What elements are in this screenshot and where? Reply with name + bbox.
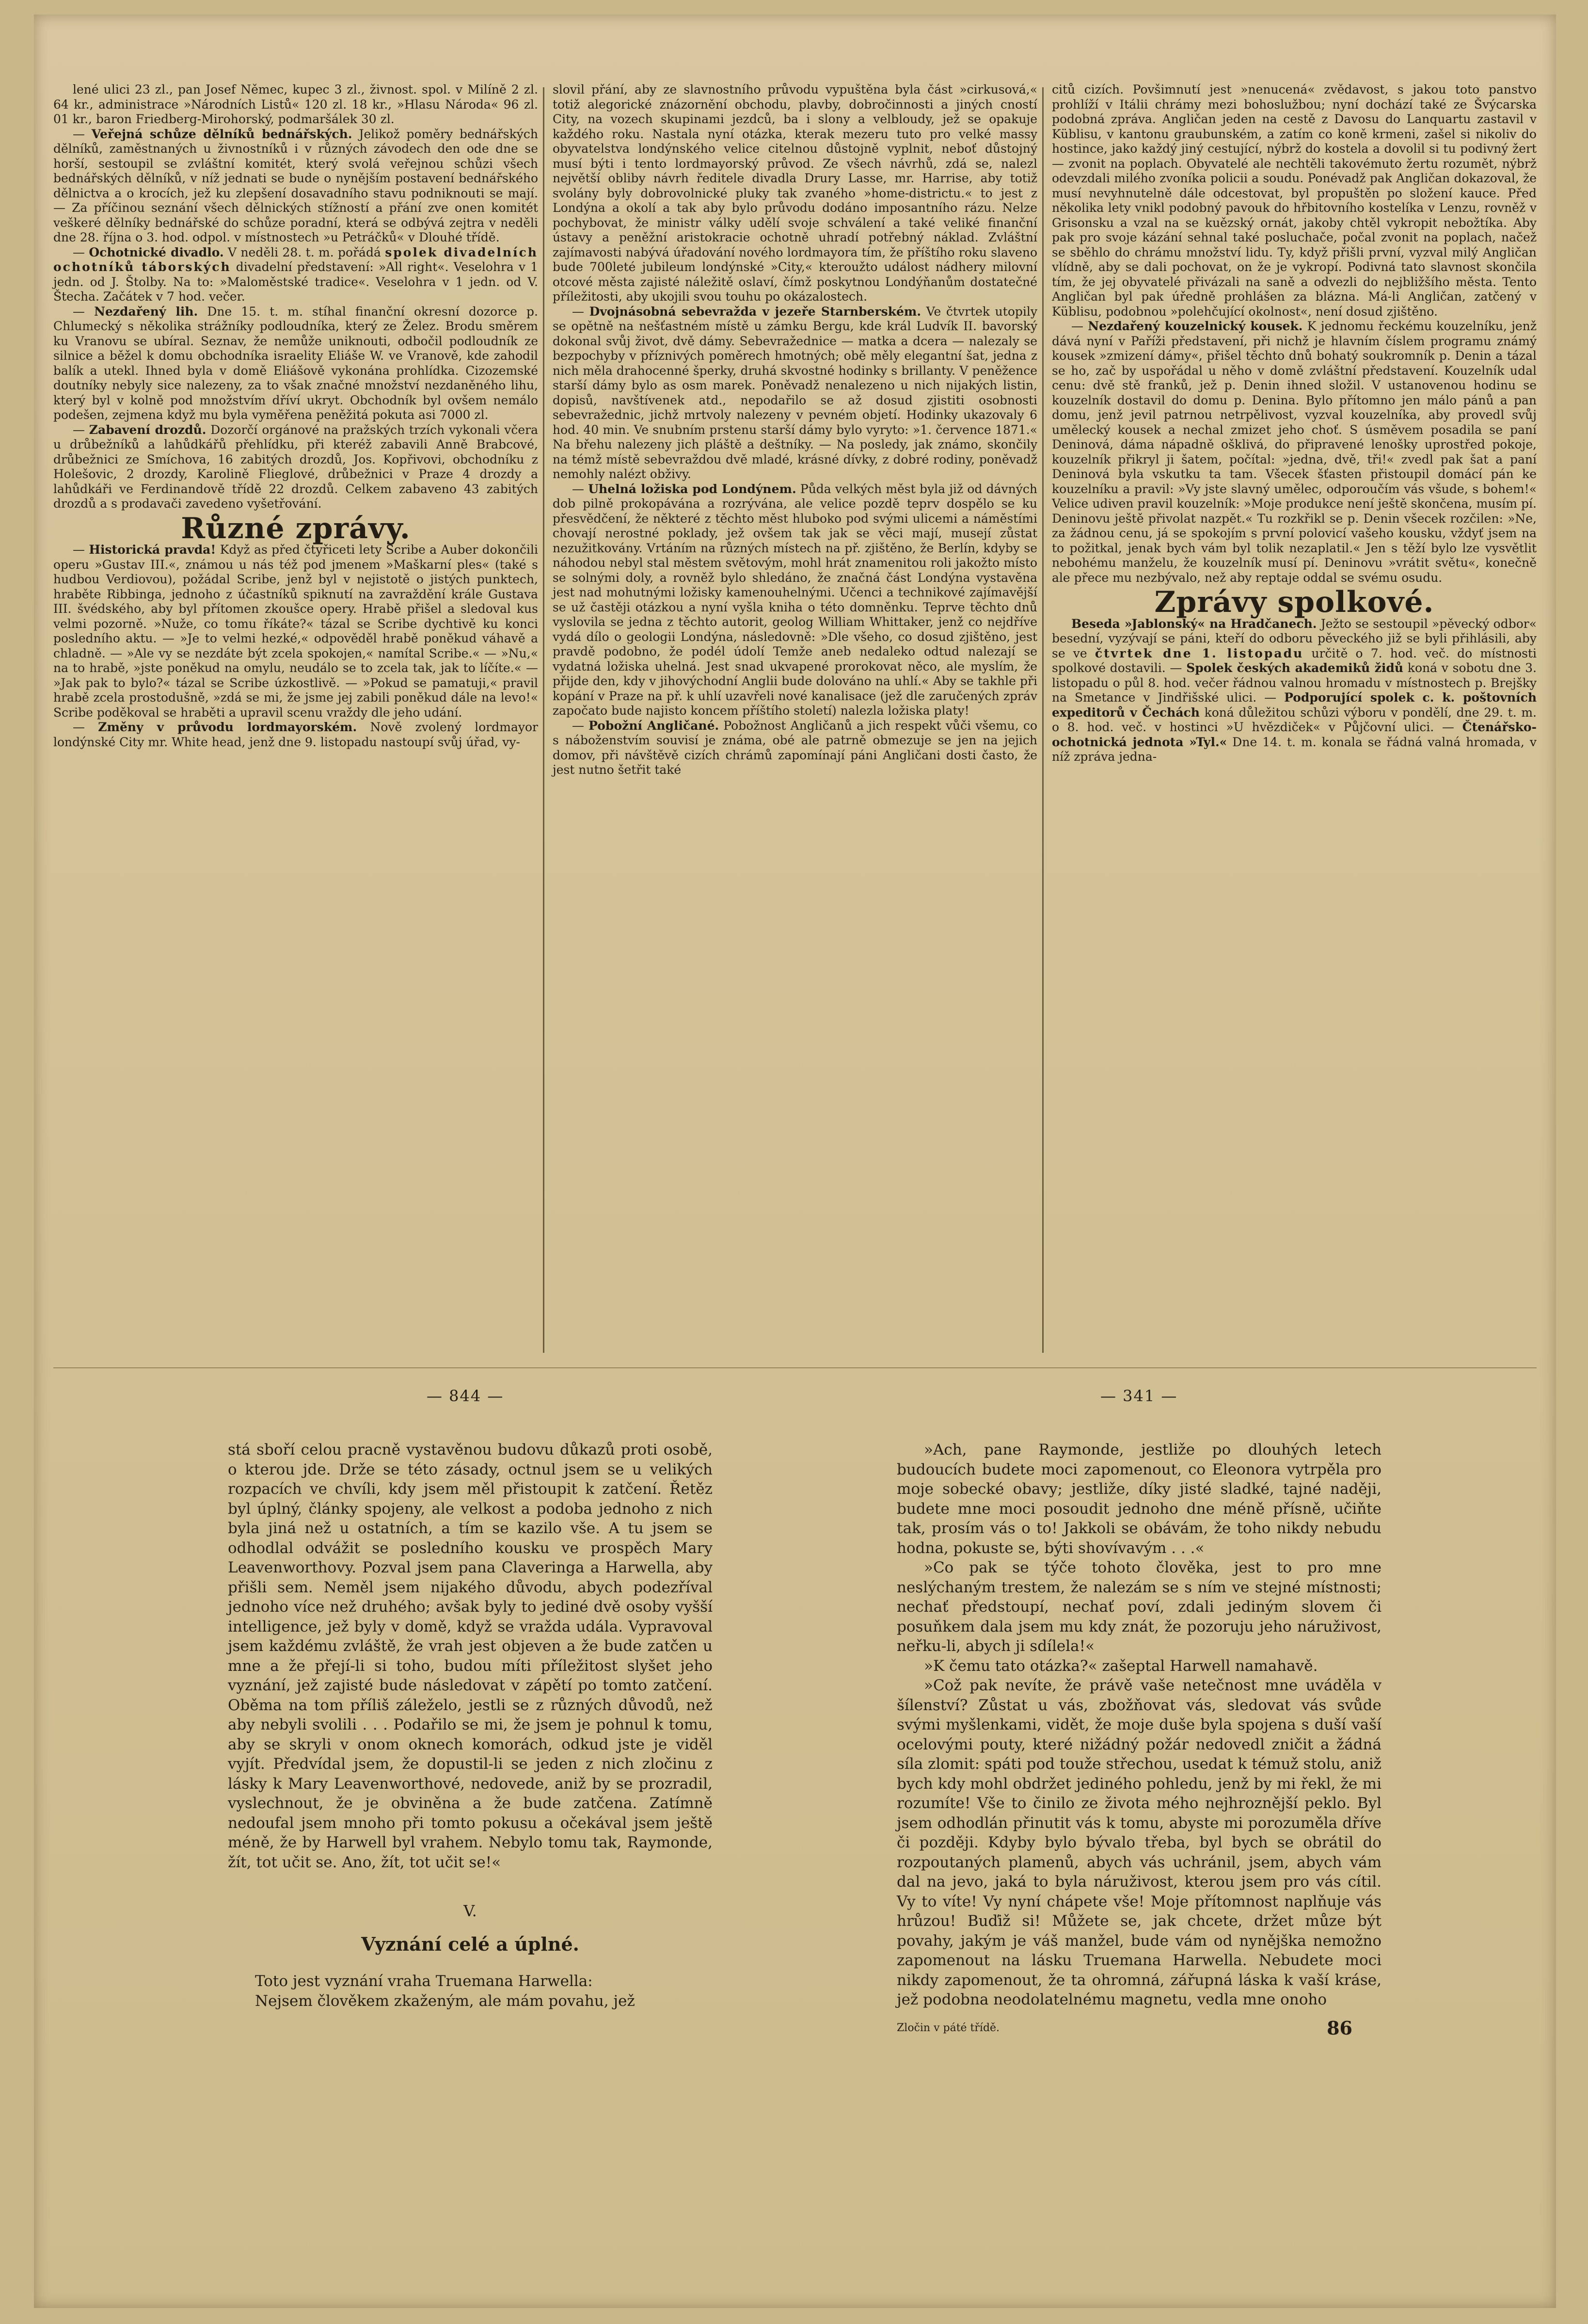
article-heading: Nezdařený lih. bbox=[94, 304, 198, 319]
section-heading: Zprávy spolkové. bbox=[1154, 585, 1434, 619]
article-heading: Změny v průvodu lordmayorském. bbox=[98, 720, 357, 734]
paragraph: stá sboří celou pracně vystavěnou budovu důkazů proti osobě, o kterou jde. Drže se této zásady, octnul jsem se u velikých rozpacích ve chvíli, kdy jsem měl přistoupit k zatčení. Řetěz byl úplný, články spojeny, ale velkost a podoba jednoho z nich byla jiná než u ostatních, a tím se kazilo vše. A tu jsem se odhodlal odvážit se posledního kousku ve prospěch Mary Leavenworthovy. Pozval jsem pana Claveringa a Harwella, aby přišli sem. Neměl jsem nijakého důvodu, abych podezříval jednoho více než druhého; avšak byly to jediné dvě osoby vyšší intelligence, jež byly v domě, když se vražda udála. Vypravoval jsem každému zvláště, že vrah jest objeven a že bude zatčen u mne a že přejí-li si toho, budou míti příležitost slyšet jeho vyznání, jež zajisté bude následovat v zápětí po tomto zatčení. Oběma na tom příliš záleželo, jestli se z různých důvodů, než aby nebyli svolili . . . Podařilo se mi, že jsem je pohnul k tomu, aby se skryli v onom oknech komorách, odkud jste je viděl vyjít. Předvídal jsem, že dopustil-li se jeden z nich zločinu z lásky k Mary Leavenworthové, nedovede, aniž by se prozradil, vyslechnout, že je obviněna a že bude zatčena. Zatímně nedoufal jsem mnoho při tomto pokusu a očekával jsem ještě méně, že by Harwell byl vrahem. Nebylo tomu tak, Raymonde, žít, tot učit se. Ano, žít, tot učit se!« bbox=[228, 1441, 713, 1871]
article-body: koná důležitou schůzi výboru v pondělí, dne 29. t. m. o 8. hod. več. v hostinci »U hvězdiček« v Půjčovní ulici. — bbox=[1052, 705, 1537, 734]
section-heading: Různé zprávy. bbox=[181, 511, 411, 545]
article-body: K jednomu řeckému kouzelníku, jenž dává nyní v Paříži představení, při nichž je hlavním číslem programu známý kousek »zmizení dámy«, přišel těchto dnů bohatý soukromník p. Denin a tázal se ho, zač by uspořádal u něho v domě zvláštní představení. Kouzelník udal cenu: dvě stě franků, jež p. Denin ihned složil. V ustanovenou hodinu se kouzelník dostavil do domu p. Denina. Bylo přítomno jen málo pánů a pan domu, jenž jevil patrnou netrpělivost, vyzval kouzelníka, aby provedl svůj umělecký kousek a nechal zmizet jeho choť. S úsměvem posadila se paní Deninová, dáma nápadně ošklivá, do připravené lenošky uprostřed pokoje, kouzelník přikryl ji šatem, počítal: »jedna, dvě, tři!« zvedl pak šat a paní Deninová byla vskutku ta tam. Všecek šťasten přistoupil domácí pán ke kouzelníku a pravil: »Vy jste slavný umělec, odporoučím vás všude, s bohem!« Velice udiven pravil kouzelník: »Moje produkce není ještě skončena, musím pí. Deninovu ještě přivolat nazpět.« Tu rozkřikl se p. Denin všecek rozčilen: »Ne, za žádnou cenu, já se spokojím s první polovicí vašeho kousku, vždyť jsem na to požitkal, jenak bych vám byl tolik nezaplatil.« Jen s těží bylo lze vysvětlit nebohému manželu, že kouzelník musí pí. Deninovu »vrátit světu«, konečně ale přece mu nezbývalo, než aby reptaje oddal se svému osudu. bbox=[1052, 319, 1537, 585]
article bbox=[1052, 617, 1537, 765]
article-heading: Pobožní Angličané. bbox=[588, 718, 719, 733]
article-body: Nově zvolený lordmayor londýnské City mr. White head, jenž dne 9. listopadu nastoupí svůj úřad, vy- bbox=[53, 720, 538, 749]
column-rule bbox=[543, 87, 544, 1353]
article: — Nezdařený lih. Dne 15. t. m. stíhal finanční okresní dozorce p. Chlumecký s několika strážníky podloudníka, který ze Želez. Brodu směrem ku Vranovu se ubíral. Seznav, že nemůže uniknouti, odbočil podloudník ze silnice a běžel k domu obchodníka israelity Eliáše W. ve Vranově, kde zahodil balík a utekl. Ihned byla v domě Eliášově vykonána prohlídka. Cizozemské doutníky nebyly sice nalezeny, za to však značné množství nezdaněného lihu, který byl v kolně pod množstvím dříví ukryt. Obchodník byl ovšem nemálo podešen, zejmena když mu byla vyměřena peněžitá pokuta asi 7000 zl. bbox=[53, 304, 538, 422]
article-heading: Dvojnásobná sebevražda v jezeře Starnberském. bbox=[589, 304, 921, 319]
article-heading: Historická pravda! bbox=[89, 543, 216, 557]
article-heading: Ochotnické divadlo. bbox=[89, 245, 224, 259]
article: — Uhelná ložiska pod Londýnem. Půda velkých měst byla již od dávných dob pilně prokopávána a rozrývána, ale velice pozdě teprv dospělo se ku přesvědčení, že některé z těchto měst hluboko pod svými ulicemi a náměstími chovají nerostné poklady, jež ovšem tak jak se věci mají, musejí zůstat nezužitkovány. Vrtáním na různých místech na př. zjištěno, že Berlín, kdyby se náhodou nebyl stal městem světovým, mohl hrát znamenitou roli jakožto místo se solnými doly, a rovněž bylo shledáno, že značná část Londýna vystavěna jest nad mohutnými ložisky kamenouhelnými. Učenci a technikové zajímavější se už častěji otázkou a nyní vyšla kniha o této domněnku. Teprve těchto dnů vyslovila se jedna z těchto autorit, geolog William Whittaker, jenž co nejdříve vydá dílo o geologii Londýna, následovně: »Dle všeho, co dosud zjištěno, jest pravdě podobno, že podél údolí Temže aneb nedaleko odtud nalezají se vydatná ložiska uhelná. Jest snad ukvapené prorokovat něco, ale myslím, že přijde den, kdy v jihovýchodní Anglii bude dolováno na uhlí.« Aby se takhle při kopání v Praze na př. k uhlí uzavřeli nové kanalisace (jež dle zaručených zpráv započato bude najisto koncem příštího století) nalezla ložiska platy! bbox=[553, 481, 1037, 718]
newspaper-page bbox=[34, 15, 1556, 2308]
article-body: koná v sobotu dne 3. listopadu o půl 8. hod. večer řádnou valnou hromadu v místnostech p. Brejšky na Smetance v Jindřišské ulici. — bbox=[1052, 661, 1537, 705]
paragraph: Nejsem člověkem zkaženým, ale mám povahu, jež bbox=[255, 1992, 635, 2010]
novel-page-left bbox=[228, 1440, 713, 2011]
article-body: divadelní představení: »All right«. Veselohra v 1 jedn. od J. Štolby. Na to: »Maloměstské tradice«. Veselohra v 1 jedn. od V. Štecha. Začátek v 7 hod. večer. bbox=[53, 260, 538, 304]
article-heading: Uhelná ložiska pod Londýnem. bbox=[588, 481, 796, 496]
article: — Změny v průvodu lordmayorském. Nově zvolený lordmayor londýnské City mr. White head, jenž dne 9. listopadu nastoupí svůj úřad, vy- bbox=[53, 720, 538, 749]
article: — Historická pravda! Když as před čtyřiceti lety Scribe a Auber dokončili operu »Gustav III.«, známou u nás též pod jmenem »Maškarní ples« (také s hudbou Verdiovou), požádal Scribe, jenž byl v nejistotě o jistých punktech, hraběte Ribbinga, jednoho z účastníků spiknutí na zavraždění krále Gustava III. švédského, aby byl přítomen zkoušce opery. Hrabě přišel a sledoval kus velmi pozorně. »Nuže, co tomu říkáte?« tázal se Scribe dychtivě ku konci posledního aktu. — »Je to velmi hezké,« odpověděl hrabě poněkud váhavě a chladně. — »Ale vy se nezdáte být zcela spokojen,« namítal Scribe.« — »Nu,« na to hrabě, »jste poněkud na omylu, neudálo se to zcela tak, jak to líčíte.« — »Jak pak to bylo?« tázal se Scribe úzkostlivě. — »Pokud se pamatuji,« pravil hrabě zcela prostodušně, »zdá se mi, že jsme jej zabili poněkud dále na levo!« Scribe poděkoval se hraběti a upravil scenu vraždy dle jeho udání. bbox=[53, 543, 539, 720]
emphasis: spolek divadelních ochotníků táborských bbox=[53, 245, 538, 274]
article-body: Půda velkých měst byla již od dávných dob pilně prokopávána a rozrývána, ale velice pozdě teprv dospělo se ku přesvědčení, že některé z těchto měst hluboko pod svými ulicemi a náměstími chovají nerostné poklady, jež ovšem tak jak se věci mají, musejí zůstat nezužitkovány. Vrtáním na různých místech na př. zjištěno, že Berlín, kdyby se náhodou nebyl stal městem světovým, mohl hrát znamenitou roli jakožto místo se solnými doly, a rovněž bylo shledáno, že značná část Londýna vystavěna jest nad mohutnými ložisky kamenouhelnými. Učenci a technikové zajímavější se už častěji otázkou a nyní vyšla kniha o této domněnku. Teprve těchto dnů vyslovila se jedna z těchto autorit, geolog William Whittaker, jenž co nejdříve vydá dílo o geologii Londýna, následovně: »Dle všeho, co dosud zjištěno, jest pravdě podobno, že podél údolí Temže aneb nedaleko odtud nalezají se vydatná ložiska uhelná. Jest snad ukvapené prorokovat něco, ale myslím, že přijde den, kdy v jihovýchodní Anglii bude dolováno na uhlí.« Aby se takhle při kopání v Praze na př. k uhlí uzavřeli nové kanalisace (jež dle zaručených zpráv započato bude najisto koncem příštího století) nalezla ložiska platy! bbox=[553, 481, 1037, 718]
paragraph: lené ulici 23 zl., pan Josef Němec, kupec 3 zl., živnost. spol. v Milíně 2 zl. 64 kr., administrace »Národních Listů« 120 zl. 18 kr., »Hlasu Národa« 96 zl. 01 kr., baron Friedberg-Mirohorský, podmaršálek 30 zl. bbox=[53, 82, 538, 126]
signature-number: 86 bbox=[1327, 2017, 1352, 2039]
article: — Zabavení drozdů. Dozorčí orgánové na pražských trzích vykonali včera u drůbežníků a lahůdkářů přehlídku, při kteréž zabavili Anně Brabcové, drůbežnici ze Smíchova, 16 zabitých drozdů, Jos. Kopřivovi, obchodníku z Holešovic, 2 drozdy, Karolině Flieglové, drůbežnici v Praze 4 drozdy a lahůdkáři ve Ferdinandově třídě 22 drozdů. Celkem zabaveno 43 zabitých drozdů a s prodavači zavedeno vyšetřování. bbox=[53, 422, 538, 511]
article-body: Dne 14. t. m. konala se řádná valná hromada, v níž zpráva jedna- bbox=[1052, 735, 1537, 764]
divider bbox=[53, 1367, 1537, 1368]
footer-title: Zločin v páté třídě. bbox=[897, 2021, 1000, 2034]
page-number-right: — 341 — bbox=[1100, 1387, 1178, 1405]
article-body: Když as před čtyřiceti lety Scribe a Auber dokončili operu »Gustav III.«, známou u nás též pod jmenem »Maškarní ples« (také s hudbou Verdiovou), požádal Scribe, jenž byl v nejistotě o jistých punktech, hraběte Ribbinga, jednoho z účastníků spiknutí na zavraždění krále Gustava III. švédského, aby byl přítomen zkoušce opery. Hrabě přišel a sledoval kus velmi pozorně. »Nuže, co tomu říkáte?« tázal se Scribe dychtivě ku konci posledního aktu. — »Je to velmi hezké,« odpověděl hrabě poněkud váhavě a chladně. — »Ale vy se nezdáte být zcela spokojen,« namítal Scribe.« — »Nu,« na to hrabě, »jste poněkud na omylu, neudálo se to zcela tak, jak to líčíte.« — »Jak pak to bylo?« tázal se Scribe úzkostlivě. — »Pokud se pamatuji,« pravil hrabě zcela prostodušně, »zdá se mi, že jsme jej zabili poněkud dále na levo!« Scribe poděkoval se hraběti a upravil scenu vraždy dle jeho udání. bbox=[53, 543, 539, 720]
paragraph: »Což pak nevíte, že právě vaše netečnost mne uváděla v šílenství? Zůstat u vás, zbožňovat vás, sledovat vás svůde svými myšlenkami, vidět, že moje duše byla spojena s duší vaší ocelovými pouty, které nižádný požár nedovedl zničit a žádná síla zlomit: spáti pod touže střechou, usedat k témuž stolu, aniž bych kdy mohl obdržet jediného pohledu, jenž by mi řekl, že mi rozumíte! Vše to činilo ze života mého nejhroznější peklo. Byl jsem odhodlán přinutit vás k tomu, abyste mi porozuměla dříve či později. Kdyby bylo bývalo třeba, byl bych se obrátil do rozpoutaných plamenů, abych vás uchránil, jsem, abych vám dal na jevo, jaká to byla náruživost, kterou jsem pro vás cítil. Vy to víte! Vy nyní chápete vše! Moje přítomnost naplňuje vás hrůzou! Buďiž si! Můžete se, jak chcete, držet můze být povahy, jakým je váš manžel, bude vám od nynějška nemožno zapomenout na lásku Truemana Harwella. Nebudete moci nikdy zapomenout, že ta ohromná, zářupná láska k vaší kráse, jež podobna neodolatelnému magnetu, vedla mne onoho bbox=[897, 1677, 1382, 2008]
article-heading: Zabavení drozdů. bbox=[89, 422, 206, 437]
article-body: určitě o 7. hod. več. do místnosti spolkové dostavili. — bbox=[1052, 646, 1537, 675]
novel-page-right bbox=[897, 1440, 1382, 2038]
article-heading: Podporující spolek c. k. poštovních expeditorů v Čechách bbox=[1052, 690, 1537, 720]
paragraph: »Co pak se týče tohoto člověka, jest to pro mne neslýchaným trestem, že nalezám se s ním ve stejné místnosti; nechať předstoupí, nechať poví, zdali jediným slovem či posuňkem dala jsem mu kdy znát, že pozoruju jeho náruživost, neřku-li, abych ji sdílela!« bbox=[897, 1559, 1382, 1655]
article-body: V neděli 28. t. m. pořádá bbox=[228, 245, 381, 259]
paragraph: »K čemu tato otázka?« zašeptal Harwell namahavě. bbox=[924, 1657, 1318, 1675]
paragraph: »Ach, pane Raymonde, jestliže po dlouhých letech budoucích budete moci zapomenout, co Eleonora vytrpěla pro moje sobecké obavy; jestliže, díky jisté sladké, tajné naději, budete mne moci posoudit jednoho dne méně přísně, učiňte tak, prosím vás o to! Jakkoli se obávám, že toho nikdy nebudu hodna, pokuste se, býti shovívavým . . .« bbox=[897, 1441, 1382, 1557]
article: — Nezdařený kouzelnický kousek. K jednomu řeckému kouzelníku, jenž dává nyní v Paříži představení, při nichž je hlavním číslem programu známý kousek »zmizení dámy«, přišel těchto dnů bohatý soukromník p. Denin a tázal se ho, zač by uspořádal u něho v domě zvláštní představení. Kouzelník udal cenu: dvě stě franků, jež p. Denin ihned složil. V ustanovenou hodinu se kouzelník dostavil do domu p. Denina. Bylo přítomno jen málo pánů a pan domu, jenž jevil patrnou netrpělivost, vyzval kouzelníka, aby provedl svůj umělecký kousek a nechal zmizet jeho choť. S úsměvem posadila se paní Deninová, dáma nápadně ošklivá, do připravené lenošky uprostřed pokoje, kouzelník přikryl ji šatem, počítal: »jedna, dvě, tři!« zvedl pak šat a paní Deninová byla vskutku ta tam. Všecek šťasten přistoupil domácí pán ke kouzelníku a pravil: »Vy jste slavný umělec, odporoučím vás všude, s bohem!« Velice udiven pravil kouzelník: »Moje produkce není ještě skončena, musím pí. Deninovu ještě přivolat nazpět.« Tu rozkřikl se p. Denin všecek rozčilen: »Ne, za žádnou cenu, já se spokojím s první polovicí vašeho kousku, vždyť jsem na to požitkal, jenak bych vám byl tolik nezaplatil.« Jen s těží bylo lze vysvětlit nebohému manželu, že kouzelník musí pí. Deninovu »vrátit světu«, konečně ale přece mu nezbývalo, než aby reptaje oddal se svému osudu. bbox=[1052, 319, 1537, 585]
article: — Dvojnásobná sebevražda v jezeře Starnberském. Ve čtvrtek utopily se opětně na nešťastném místě u zámku Bergu, kde král Ludvík II. bavorský dokonal svůj život, dvě dámy. Sebevražednice — matka a dcera — nalezaly se bezpochyby v příznivých poměrech hmotných; obě měly elegantní šat, jedna z nich měla drahocenné šperky, druhá skvostné hodinky s brillanty. V peněžence starší dámy bylo as osm marek. Poněvadž nenalezeno u nich nijakých listin, dopisů, navštívenek atd., nepodařilo se až dosud zjistiti osobnosti sebevražednic, jichž mrtvoly nalezeny v pevném objetí. Hodinky ukazovaly 6 hod. 40 min. Ve snubním prstenu starší dámy bylo vyryto: »1. července 1871.« Na břehu nalezeny jich pláště a deštníky. — Na posledy, jak známo, skončily na témž místě sebevraždou dvě mladé, krásné dívky, z dobré rodiny, poněvadž nemohly nalézt obživy. bbox=[553, 304, 1037, 481]
column-1 bbox=[53, 82, 538, 750]
article-body: Ve čtvrtek utopily se opětně na nešťastném místě u zámku Bergu, kde král Ludvík II. bavorský dokonal svůj život, dvě dámy. Sebevražednice — matka a dcera — nalezaly se bezpochyby v příznivých poměrech hmotných; obě měly elegantní šat, jedna z nich měla drahocenné šperky, druhá skvostné hodinky s brillanty. V peněžence starší dámy bylo as osm marek. Poněvadž nenalezeno u nich nijakých listin, dopisů, navštívenek atd., nepodařilo se až dosud zjistiti osobnosti sebevražednic, jichž mrtvoly nalezeny v pevném objetí. Hodinky ukazovaly 6 hod. 40 min. Ve snubním prstenu starší dámy bylo vyryto: »1. července 1871.« Na břehu nalezeny jich pláště a deštníky. — Na posledy, jak známo, skončily na témž místě sebevraždou dvě mladé, krásné dívky, z dobré rodiny, poněvadž nemohly nalézt obživy. bbox=[553, 304, 1037, 481]
emphasis: čtvrtek dne 1. listopadu bbox=[1095, 646, 1304, 660]
paragraph: slovil přání, aby ze slavnostního průvodu vypuštěna byla část »cirkusová,« totiž alegorické znázornění obchodu, plavby, dobročinnosti a jiných cností City, na vozech skupinami jezdců, ba i slony a velbloudy, jež se opakuje každého roku. Nastala nyní otázka, kterak mezeru tuto pro velké massy obyvatelstva londýnského velice citelnou důstojně vyplnit, neboť důstojný musí býti i tento lordmayorský průvod. Ze všech návrhů, zdá se, nalezl největší obliby návrh ředitele divadla Drury Lasse, mr. Harrise, aby totiž svolány byly dobrovolnické pluky tak zvaného »home-districtu.« to jest z Londýna a okolí a tak aby bylo průvodu dodáno imposantního rázu. Nelze pochybovat, že ministr války udělí svoje schválení a také veliké finanční ústavy a peněžní aristokracie ochotně uhradí potřebný náklad. Zvláštní zajímavosti nabývá úřadování nového lordmayora tím, že příštího roku slaveno bude 700leté jubileum londýnské »City,« kteroužto událost nádhery milovní otcové města zajisté náležitě oslaví, čímž poskytnou Londýňanům dostatečné příležitosti, aby ukojili svou touhu po okázalostech. bbox=[553, 82, 1037, 304]
article-heading: Čtenářsko-ochotnická jednota »Tyl.« bbox=[1052, 720, 1537, 749]
chapter-title: Vyznání celé a úplné. bbox=[361, 1933, 579, 1955]
article-body: Jelikož poměry bednářských dělníků, zaměstnaných u živnostníků i v různých závodech den ode dne se horší, sestoupil se zvláštní komitét, který svolá veřejnou schůzi všech bednářských dělníků, v níž jednati se bude o nynějším postavení bednářského dělnictva a o krocích, jež ku zlepšení dosavadního stavu podniknouti se mají. — Za příčinou seznání všech dělnických stížností a přání zve onen komitét veškeré dělníky bednářské do schůze poradní, která se odbývá zejtra v neděli dne 28. října o 3. hod. odpol. v místnostech »u Petráčků« v Dlouhé třídě. bbox=[53, 127, 538, 244]
article: — Ochotnické divadlo. V neděli 28. t. m. pořádá spolek divadelních ochotníků táborských divadelní představení: »All right«. Veselohra v 1 jedn. od J. Štolby. Na to: »Maloměstské tradice«. Veselohra v 1 jedn. od V. Štecha. Začátek v 7 hod. večer. bbox=[53, 245, 538, 304]
column-3 bbox=[1052, 82, 1537, 765]
column-rule bbox=[1042, 87, 1044, 1353]
article-body: Ježto se sestoupil »pěvecký odbor« besední, vyzývají se páni, kteří do odboru pěveckého již se byli přihlásili, aby se ve bbox=[1052, 616, 1537, 660]
article-heading: Veřejná schůze dělníků bednářských. bbox=[91, 127, 352, 141]
page-number-left: — 844 — bbox=[427, 1387, 504, 1405]
paragraph: citů cizích. Povšimnutí jest »nenucená« zvědavost, s jakou toto panstvo prohlíží v Itálii chrámy mezi bohoslužbou; nyní dochází také ze Švýcarska podobná zpráva. Angličan jeden na cestě z Davosu do Lanquartu zastavil v Küblisu, v kantonu graubunském, a zatím co koně krmeni, zašel si nikoliv do hostince, jako každý jiný cestující, nýbrž do kostela a dovolil si tu podivný žert — zvonit na poplach. Obyvatelé ale nechtěli takovémuto žertu rozumět, nýbrž odevzdali milého zvoníka policii a soudu. Ponévadž pak Angličan dokazoval, že musí nevyhnutelně dále odcestovat, byl propuštěn po složení kauce. Před několika lety vnikl podobný pavouk do hřbitovního kostelíka v Lenzu, rovněž v Grisonsku a vzal na se kuězský ornát, jakoby chtěl vykropit nebožtíka. Aby pak pro svoje kázání sehnal také posluchače, počal zvonit na poplach, načež se sběhlo do chrámu množství lidu. Ty, když přišli první, vyzval milý Angličan vlídně, aby se dali pochovat, on že je vykropí. Podivná tato slavnost skončila tím, že jej obyvatelé přivázali na saně a odvezli do nejbližšího města. Tento Angličan byl pak úředně prohlášen za blázna. Má-li Angličan, zatčený v Küblisu, podobnou »polehčující okolnost«, není dosud zjištěno. bbox=[1052, 82, 1537, 319]
article-heading: Nezdařený kouzelnický kousek. bbox=[1088, 319, 1303, 333]
paragraph: Toto jest vyznání vraha Truemana Harwella: bbox=[255, 1972, 593, 1990]
chapter-number: V. bbox=[463, 1902, 477, 1920]
page-footer bbox=[897, 2019, 1382, 2038]
article-body: Dozorčí orgánové na pražských trzích vykonali včera u drůbežníků a lahůdkářů přehlídku, při kteréž zabavili Anně Brabcové, drůbežnici ze Smíchova, 16 zabitých drozdů, Jos. Kopřivovi, obchodníku z Holešovic, 2 drozdy, Karolině Flieglové, drůbežnici v Praze 4 drozdy a lahůdkáři ve Ferdinandově třídě 22 drozdů. Celkem zabaveno 43 zabitých drozdů a s prodavači zavedeno vyšetřování. bbox=[53, 422, 538, 511]
article-heading: Spolek českých akademiků židů bbox=[1186, 661, 1404, 675]
article: — Veřejná schůze dělníků bednářských. Jelikož poměry bednářských dělníků, zaměstnaných u živnostníků i v různých závodech den ode dne se horší, sestoupil se zvláštní komitét, který svolá veřejnou schůzi všech bednářských dělníků, v níž jednati se bude o nynějším postavení bednářského dělnictva a o krocích, jež ku zlepšení dosavadního stavu podniknouti se mají. — Za příčinou seznání všech dělnických stížností a přání zve onen komitét veškeré dělníky bednářské do schůze poradní, která se odbývá zejtra v neděli dne 28. října o 3. hod. odpol. v místnostech »u Petráčků« v Dlouhé třídě. bbox=[53, 127, 538, 244]
article-heading: Beseda »Jablonský« na Hradčanech. bbox=[1071, 616, 1317, 631]
article: — Pobožní Angličané. Pobožnost Angličanů a jich respekt vůči všemu, co s náboženstvím souvisí je známa, obé ale patrně obmezuje se jen na jejich domov, při návštěvě cizích chrámů zapomínají páni Angličani dosti často, že jest nutno šetřit také bbox=[553, 718, 1037, 777]
column-2 bbox=[553, 82, 1037, 778]
article-body: Dne 15. t. m. stíhal finanční okresní dozorce p. Chlumecký s několika strážníky podloudníka, který ze Želez. Brodu směrem ku Vranovu se ubíral. Seznav, že nemůže uniknouti, odbočil podloudník ze silnice a běžel k domu obchodníka israelity Eliáše W. ve Vranově, kde zahodil balík a utekl. Ihned byla v domě Eliášově vykonána prohlídka. Cizozemské doutníky nebyly sice nalezeny, za to však značné množství nezdaněného lihu, který byl v kolně pod množstvím dříví ukryt. Obchodník byl ovšem nemálo podešen, zejmena když mu byla vyměřena peněžitá pokuta asi 7000 zl. bbox=[53, 304, 538, 422]
article-body: Pobožnost Angličanů a jich respekt vůči všemu, co s náboženstvím souvisí je známa, obé ale patrně obmezuje se jen na jejich domov, při návštěvě cizích chrámů zapomínají páni Angličani dosti často, že jest nutno šetřit také bbox=[553, 718, 1037, 777]
